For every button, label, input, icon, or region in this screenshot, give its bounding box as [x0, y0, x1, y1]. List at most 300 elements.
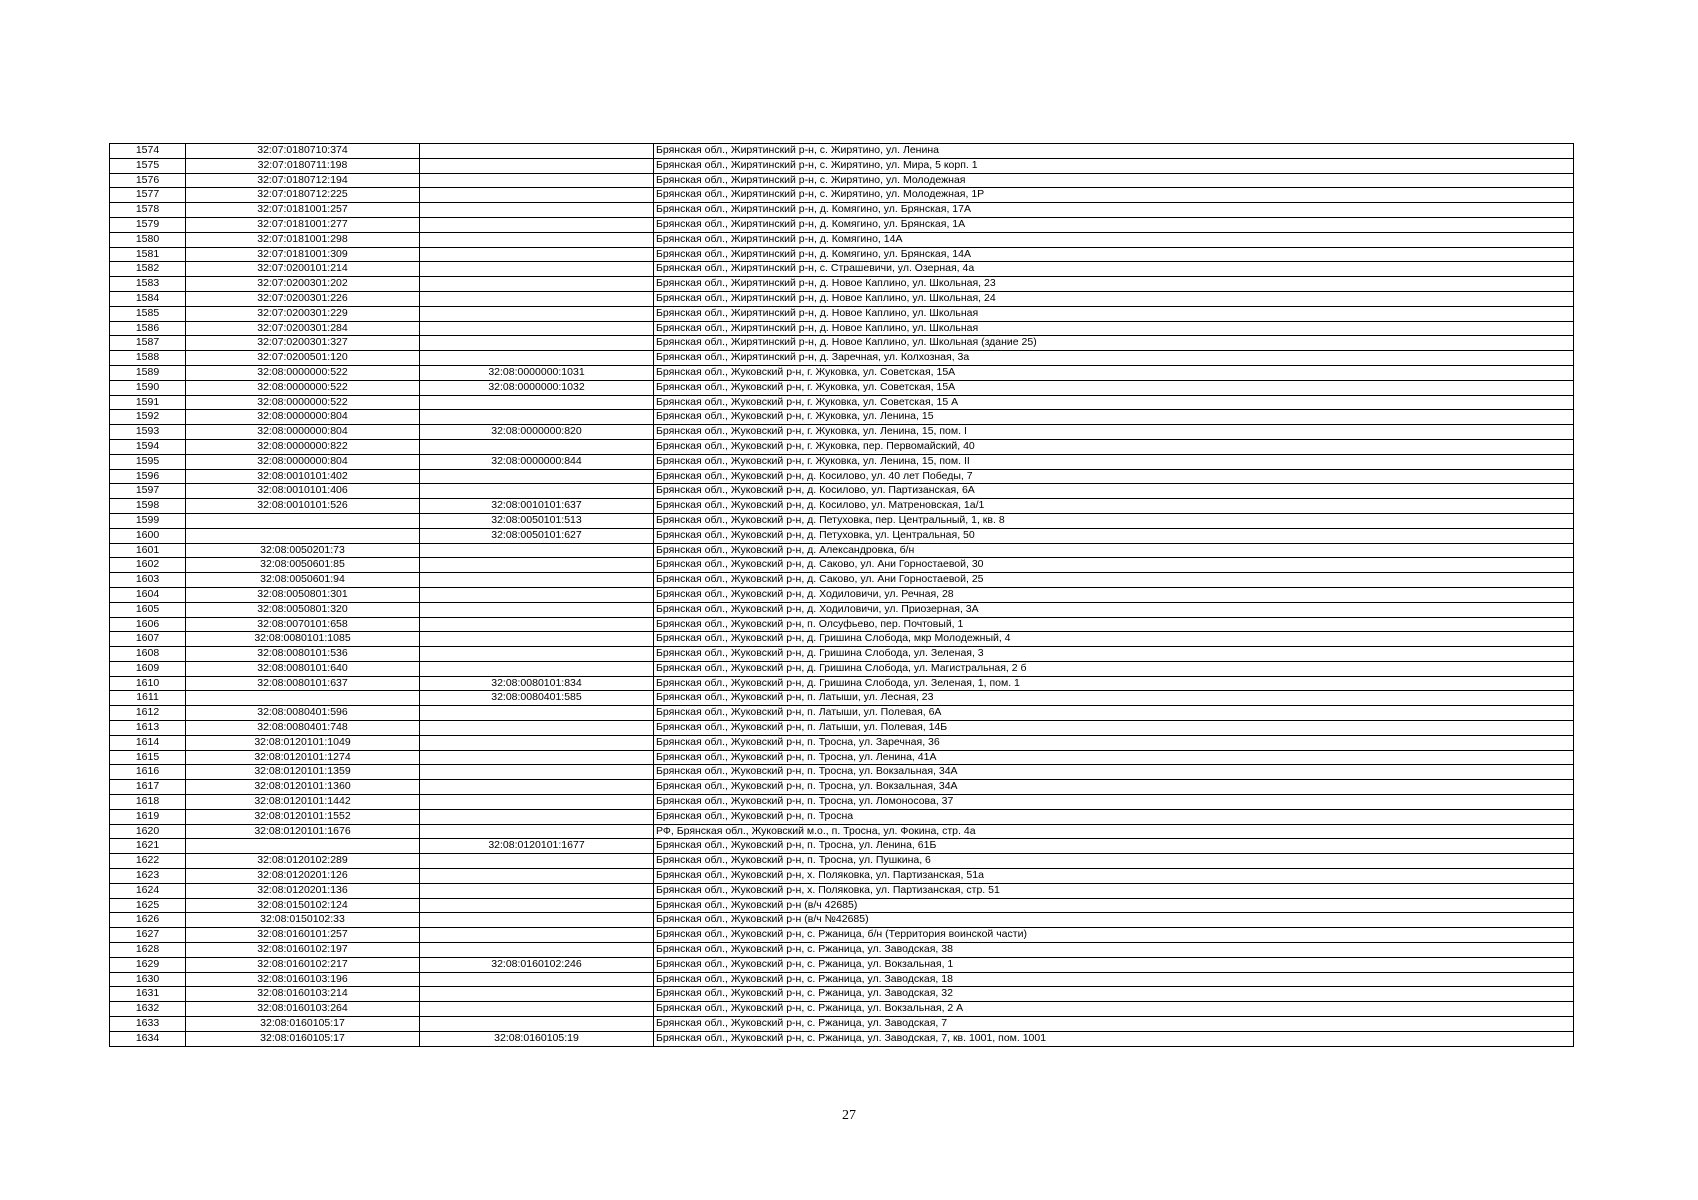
address-cell: Брянская обл., Жуковский р-н, п. Тросна, ул. Пушкина, 6: [654, 854, 1574, 869]
cadastral-number-cell: 32:07:0181001:277: [186, 217, 420, 232]
cadastral-number-cell: 32:08:0120101:1359: [186, 765, 420, 780]
table-row: [110, 277, 1574, 292]
linked-cadastral-number-cell: [420, 824, 654, 839]
cadastral-number-cell: 32:08:0120102:289: [186, 854, 420, 869]
table-row: [110, 898, 1574, 913]
linked-cadastral-number-cell: [420, 158, 654, 173]
linked-cadastral-number-cell: [420, 573, 654, 588]
row-number-cell: 1613: [110, 721, 186, 736]
linked-cadastral-number-cell: [420, 395, 654, 410]
cadastral-number-cell: 32:08:0080401:596: [186, 706, 420, 721]
row-number-cell: 1596: [110, 469, 186, 484]
address-cell: Брянская обл., Жуковский р-н, п. Латыши, ул. Полевая, 6А: [654, 706, 1574, 721]
table-row: [110, 913, 1574, 928]
row-number-cell: 1589: [110, 365, 186, 380]
address-cell: Брянская обл., Жуковский р-н, х. Поляковка, ул. Партизанская, стр. 51: [654, 883, 1574, 898]
row-number-cell: 1629: [110, 957, 186, 972]
row-number-cell: 1591: [110, 395, 186, 410]
row-number-cell: 1582: [110, 262, 186, 277]
address-cell: Брянская обл., Жуковский р-н, п. Тросна, ул. Ломоносова, 37: [654, 795, 1574, 810]
address-cell: Брянская обл., Жуковский р-н, г. Жуковка, ул. Ленина, 15, пом. II: [654, 454, 1574, 469]
address-cell: Брянская обл., Жирятинский р-н, с. Страшевичи, ул. Озерная, 4а: [654, 262, 1574, 277]
table-row: [110, 188, 1574, 203]
linked-cadastral-number-cell: [420, 795, 654, 810]
cadastral-number-cell: 32:07:0180712:194: [186, 173, 420, 188]
property-table-body: [110, 144, 1574, 1047]
table-row: [110, 854, 1574, 869]
address-cell: Брянская обл., Жирятинский р-н, д. Комягино, ул. Брянская, 1А: [654, 217, 1574, 232]
cadastral-number-cell: 32:08:0160102:217: [186, 957, 420, 972]
row-number-cell: 1617: [110, 780, 186, 795]
row-number-cell: 1587: [110, 336, 186, 351]
cadastral-number-cell: 32:08:0010101:406: [186, 484, 420, 499]
linked-cadastral-number-cell: [420, 321, 654, 336]
table-row: [110, 203, 1574, 218]
address-cell: Брянская обл., Жуковский р-н (в/ч №42685): [654, 913, 1574, 928]
table-row: [110, 484, 1574, 499]
table-row: [110, 676, 1574, 691]
row-number-cell: 1611: [110, 691, 186, 706]
cadastral-number-cell: 32:08:0160105:17: [186, 1017, 420, 1032]
table-row: [110, 691, 1574, 706]
cadastral-number-cell: 32:08:0120101:1360: [186, 780, 420, 795]
cadastral-number-cell: 32:08:0120101:1676: [186, 824, 420, 839]
cadastral-number-cell: 32:08:0160103:214: [186, 987, 420, 1002]
cadastral-number-cell: [186, 528, 420, 543]
address-cell: Брянская обл., Жуковский р-н, д. Косилово, ул. Партизанская, 6А: [654, 484, 1574, 499]
cadastral-number-cell: 32:08:0160105:17: [186, 1031, 420, 1046]
cadastral-number-cell: 32:08:0010101:402: [186, 469, 420, 484]
table-row: [110, 380, 1574, 395]
address-cell: Брянская обл., Жуковский р-н, д. Гришина Слобода, ул. Магистральная, 2 б: [654, 661, 1574, 676]
address-cell: Брянская обл., Жирятинский р-н, д. Комягино, 14А: [654, 232, 1574, 247]
table-row: [110, 217, 1574, 232]
cadastral-number-cell: 32:08:0160101:257: [186, 928, 420, 943]
cadastral-number-cell: 32:07:0200301:229: [186, 306, 420, 321]
cadastral-number-cell: 32:08:0050801:301: [186, 587, 420, 602]
cadastral-number-cell: 32:08:0050601:94: [186, 573, 420, 588]
row-number-cell: 1609: [110, 661, 186, 676]
table-row: [110, 647, 1574, 662]
address-cell: Брянская обл., Жуковский р-н, с. Ржаница, ул. Заводская, 32: [654, 987, 1574, 1002]
linked-cadastral-number-cell: [420, 262, 654, 277]
row-number-cell: 1581: [110, 247, 186, 262]
row-number-cell: 1621: [110, 839, 186, 854]
table-row: [110, 883, 1574, 898]
row-number-cell: 1603: [110, 573, 186, 588]
row-number-cell: 1606: [110, 617, 186, 632]
table-row: [110, 291, 1574, 306]
cadastral-number-cell: 32:07:0181001:257: [186, 203, 420, 218]
table-row: [110, 247, 1574, 262]
row-number-cell: 1577: [110, 188, 186, 203]
cadastral-number-cell: 32:08:0120101:1442: [186, 795, 420, 810]
row-number-cell: 1626: [110, 913, 186, 928]
table-row: [110, 987, 1574, 1002]
row-number-cell: 1600: [110, 528, 186, 543]
linked-cadastral-number-cell: [420, 173, 654, 188]
linked-cadastral-number-cell: [420, 277, 654, 292]
cadastral-number-cell: 32:08:0080401:748: [186, 721, 420, 736]
linked-cadastral-number-cell: [420, 780, 654, 795]
row-number-cell: 1595: [110, 454, 186, 469]
linked-cadastral-number-cell: 32:08:0160105:19: [420, 1031, 654, 1046]
cadastral-number-cell: 32:08:0000000:522: [186, 380, 420, 395]
table-row: [110, 824, 1574, 839]
address-cell: Брянская обл., Жирятинский р-н, д. Новое Каплино, ул. Школьная (здание 25): [654, 336, 1574, 351]
address-cell: Брянская обл., Жуковский р-н, д. Косилово, ул. 40 лет Победы, 7: [654, 469, 1574, 484]
address-cell: Брянская обл., Жуковский р-н, г. Жуковка, ул. Ленина, 15: [654, 410, 1574, 425]
table-row: [110, 795, 1574, 810]
table-row: [110, 321, 1574, 336]
table-row: [110, 839, 1574, 854]
linked-cadastral-number-cell: [420, 1002, 654, 1017]
cadastral-number-cell: 32:08:0000000:522: [186, 365, 420, 380]
row-number-cell: 1616: [110, 765, 186, 780]
address-cell: Брянская обл., Жуковский р-н, п. Латыши, ул. Лесная, 23: [654, 691, 1574, 706]
cadastral-number-cell: 32:08:0080101:637: [186, 676, 420, 691]
cadastral-number-cell: 32:07:0180711:198: [186, 158, 420, 173]
address-cell: Брянская обл., Жирятинский р-н, д. Комягино, ул. Брянская, 17А: [654, 203, 1574, 218]
table-row: [110, 336, 1574, 351]
address-cell: Брянская обл., Жуковский р-н, д. Петуховка, ул. Центральная, 50: [654, 528, 1574, 543]
address-cell: Брянская обл., Жуковский р-н, с. Ржаница, ул. Заводская, 38: [654, 943, 1574, 958]
row-number-cell: 1590: [110, 380, 186, 395]
cadastral-number-cell: 32:08:0000000:804: [186, 454, 420, 469]
linked-cadastral-number-cell: [420, 913, 654, 928]
address-cell: Брянская обл., Жуковский р-н, с. Ржаница, б/н (Территория воинской части): [654, 928, 1574, 943]
row-number-cell: 1631: [110, 987, 186, 1002]
address-cell: Брянская обл., Жуковский р-н, г. Жуковка, ул. Советская, 15А: [654, 380, 1574, 395]
table-row: [110, 232, 1574, 247]
table-row: [110, 780, 1574, 795]
cadastral-number-cell: 32:07:0181001:298: [186, 232, 420, 247]
address-cell: Брянская обл., Жуковский р-н, п. Тросна: [654, 809, 1574, 824]
row-number-cell: 1604: [110, 587, 186, 602]
linked-cadastral-number-cell: [420, 721, 654, 736]
cadastral-number-cell: 32:07:0180712:225: [186, 188, 420, 203]
cadastral-number-cell: 32:08:0050201:73: [186, 543, 420, 558]
linked-cadastral-number-cell: [420, 928, 654, 943]
linked-cadastral-number-cell: [420, 943, 654, 958]
cadastral-number-cell: 32:08:0160102:197: [186, 943, 420, 958]
linked-cadastral-number-cell: 32:08:0010101:637: [420, 499, 654, 514]
address-cell: Брянская обл., Жирятинский р-н, д. Новое Каплино, ул. Школьная: [654, 321, 1574, 336]
table-row: [110, 410, 1574, 425]
linked-cadastral-number-cell: [420, 558, 654, 573]
address-cell: Брянская обл., Жуковский р-н, п. Тросна, ул. Ленина, 61Б: [654, 839, 1574, 854]
cadastral-number-cell: 32:08:0160103:264: [186, 1002, 420, 1017]
row-number-cell: 1624: [110, 883, 186, 898]
table-row: [110, 721, 1574, 736]
row-number-cell: 1576: [110, 173, 186, 188]
linked-cadastral-number-cell: 32:08:0050101:627: [420, 528, 654, 543]
cadastral-number-cell: 32:08:0080101:1085: [186, 632, 420, 647]
address-cell: Брянская обл., Жирятинский р-н, с. Жирятино, ул. Ленина: [654, 144, 1574, 159]
linked-cadastral-number-cell: [420, 247, 654, 262]
linked-cadastral-number-cell: [420, 1017, 654, 1032]
table-row: [110, 1002, 1574, 1017]
table-row: [110, 543, 1574, 558]
cadastral-number-cell: 32:08:0070101:658: [186, 617, 420, 632]
cadastral-number-cell: [186, 691, 420, 706]
table-row: [110, 602, 1574, 617]
linked-cadastral-number-cell: [420, 750, 654, 765]
table-row: [110, 499, 1574, 514]
table-row: [110, 395, 1574, 410]
address-cell: Брянская обл., Жуковский р-н, с. Ржаница, ул. Вокзальная, 1: [654, 957, 1574, 972]
table-row: [110, 750, 1574, 765]
table-row: [110, 158, 1574, 173]
cadastral-number-cell: 32:07:0200301:284: [186, 321, 420, 336]
row-number-cell: 1630: [110, 972, 186, 987]
address-cell: Брянская обл., Жирятинский р-н, д. Новое Каплино, ул. Школьная, 24: [654, 291, 1574, 306]
linked-cadastral-number-cell: [420, 217, 654, 232]
table-row: [110, 1017, 1574, 1032]
table-row: [110, 661, 1574, 676]
address-cell: Брянская обл., Жуковский р-н, д. Саково, ул. Ани Горностаевой, 25: [654, 573, 1574, 588]
address-cell: Брянская обл., Жуковский р-н, с. Ржаница, ул. Заводская, 7: [654, 1017, 1574, 1032]
table-row: [110, 765, 1574, 780]
row-number-cell: 1614: [110, 735, 186, 750]
address-cell: Брянская обл., Жуковский р-н, д. Ходиловичи, ул. Речная, 28: [654, 587, 1574, 602]
cadastral-number-cell: 32:08:0080101:640: [186, 661, 420, 676]
linked-cadastral-number-cell: [420, 306, 654, 321]
table-row: [110, 306, 1574, 321]
row-number-cell: 1632: [110, 1002, 186, 1017]
row-number-cell: 1605: [110, 602, 186, 617]
linked-cadastral-number-cell: 32:08:0000000:844: [420, 454, 654, 469]
linked-cadastral-number-cell: [420, 647, 654, 662]
linked-cadastral-number-cell: [420, 765, 654, 780]
table-row: [110, 706, 1574, 721]
linked-cadastral-number-cell: 32:08:0120101:1677: [420, 839, 654, 854]
cadastral-number-cell: 32:07:0200301:202: [186, 277, 420, 292]
cadastral-number-cell: 32:08:0120101:1552: [186, 809, 420, 824]
row-number-cell: 1578: [110, 203, 186, 218]
row-number-cell: 1592: [110, 410, 186, 425]
table-row: [110, 469, 1574, 484]
row-number-cell: 1594: [110, 439, 186, 454]
linked-cadastral-number-cell: 32:08:0000000:1032: [420, 380, 654, 395]
row-number-cell: 1586: [110, 321, 186, 336]
row-number-cell: 1579: [110, 217, 186, 232]
cadastral-number-cell: 32:08:0150102:124: [186, 898, 420, 913]
address-cell: Брянская обл., Жуковский р-н, г. Жуковка, ул. Советская, 15 А: [654, 395, 1574, 410]
cadastral-number-cell: [186, 839, 420, 854]
address-cell: Брянская обл., Жуковский р-н, д. Гришина Слобода, ул. Зеленая, 3: [654, 647, 1574, 662]
row-number-cell: 1615: [110, 750, 186, 765]
row-number-cell: 1602: [110, 558, 186, 573]
table-row: [110, 144, 1574, 159]
cadastral-number-cell: 32:08:0000000:804: [186, 425, 420, 440]
row-number-cell: 1620: [110, 824, 186, 839]
linked-cadastral-number-cell: [420, 351, 654, 366]
address-cell: Брянская обл., Жирятинский р-н, д. Заречная, ул. Колхозная, 3а: [654, 351, 1574, 366]
row-number-cell: 1583: [110, 277, 186, 292]
linked-cadastral-number-cell: [420, 484, 654, 499]
cadastral-number-cell: 32:07:0200501:120: [186, 351, 420, 366]
table-row: [110, 439, 1574, 454]
linked-cadastral-number-cell: [420, 203, 654, 218]
row-number-cell: 1584: [110, 291, 186, 306]
cadastral-number-cell: 32:07:0200101:214: [186, 262, 420, 277]
linked-cadastral-number-cell: 32:08:0080101:834: [420, 676, 654, 691]
row-number-cell: 1593: [110, 425, 186, 440]
address-cell: Брянская обл., Жирятинский р-н, д. Новое Каплино, ул. Школьная, 23: [654, 277, 1574, 292]
address-cell: Брянская обл., Жуковский р-н, д. Петуховка, пер. Центральный, 1, кв. 8: [654, 513, 1574, 528]
linked-cadastral-number-cell: [420, 291, 654, 306]
linked-cadastral-number-cell: [420, 869, 654, 884]
linked-cadastral-number-cell: [420, 972, 654, 987]
row-number-cell: 1628: [110, 943, 186, 958]
table-row: [110, 943, 1574, 958]
address-cell: Брянская обл., Жуковский р-н (в/ч 42685): [654, 898, 1574, 913]
linked-cadastral-number-cell: 32:08:0080401:585: [420, 691, 654, 706]
address-cell: Брянская обл., Жуковский р-н, п. Тросна, ул. Вокзальная, 34А: [654, 765, 1574, 780]
cadastral-number-cell: 32:08:0120101:1274: [186, 750, 420, 765]
row-number-cell: 1597: [110, 484, 186, 499]
table-row: [110, 528, 1574, 543]
address-cell: Брянская обл., Жуковский р-н, д. Ходиловичи, ул. Приозерная, 3А: [654, 602, 1574, 617]
cadastral-number-cell: 32:08:0150102:33: [186, 913, 420, 928]
table-row: [110, 351, 1574, 366]
row-number-cell: 1608: [110, 647, 186, 662]
address-cell: Брянская обл., Жуковский р-н, д. Гришина Слобода, ул. Зеленая, 1, пом. 1: [654, 676, 1574, 691]
table-row: [110, 425, 1574, 440]
row-number-cell: 1599: [110, 513, 186, 528]
address-cell: Брянская обл., Жуковский р-н, г. Жуковка, ул. Советская, 15А: [654, 365, 1574, 380]
linked-cadastral-number-cell: [420, 883, 654, 898]
linked-cadastral-number-cell: [420, 898, 654, 913]
table-row: [110, 735, 1574, 750]
page-number: 27: [842, 1108, 856, 1123]
row-number-cell: 1601: [110, 543, 186, 558]
row-number-cell: 1623: [110, 869, 186, 884]
linked-cadastral-number-cell: [420, 602, 654, 617]
row-number-cell: 1634: [110, 1031, 186, 1046]
table-row: [110, 1031, 1574, 1046]
linked-cadastral-number-cell: [420, 617, 654, 632]
row-number-cell: 1633: [110, 1017, 186, 1032]
address-cell: Брянская обл., Жуковский р-н, п. Олсуфьево, пер. Почтовый, 1: [654, 617, 1574, 632]
address-cell: РФ, Брянская обл., Жуковский м.о., п. Тросна, ул. Фокина, стр. 4а: [654, 824, 1574, 839]
address-cell: Брянская обл., Жуковский р-н, д. Косилово, ул. Матреновская, 1а/1: [654, 499, 1574, 514]
address-cell: Брянская обл., Жирятинский р-н, д. Комягино, ул. Брянская, 14А: [654, 247, 1574, 262]
linked-cadastral-number-cell: [420, 543, 654, 558]
cadastral-number-cell: 32:08:0050601:85: [186, 558, 420, 573]
cadastral-number-cell: 32:08:0010101:526: [186, 499, 420, 514]
cadastral-number-cell: 32:07:0181001:309: [186, 247, 420, 262]
cadastral-number-cell: 32:08:0080101:536: [186, 647, 420, 662]
linked-cadastral-number-cell: [420, 987, 654, 1002]
linked-cadastral-number-cell: 32:08:0000000:1031: [420, 365, 654, 380]
row-number-cell: 1612: [110, 706, 186, 721]
cadastral-number-cell: [186, 513, 420, 528]
cadastral-number-cell: 32:08:0000000:822: [186, 439, 420, 454]
cadastral-number-cell: 32:08:0120201:136: [186, 883, 420, 898]
row-number-cell: 1588: [110, 351, 186, 366]
address-cell: Брянская обл., Жуковский р-н, п. Тросна, ул. Ленина, 41А: [654, 750, 1574, 765]
row-number-cell: 1619: [110, 809, 186, 824]
linked-cadastral-number-cell: [420, 439, 654, 454]
address-cell: Брянская обл., Жуковский р-н, х. Поляковка, ул. Партизанская, 51а: [654, 869, 1574, 884]
cadastral-number-cell: 32:07:0180710:374: [186, 144, 420, 159]
table-row: [110, 617, 1574, 632]
linked-cadastral-number-cell: [420, 706, 654, 721]
table-row: [110, 573, 1574, 588]
linked-cadastral-number-cell: [420, 661, 654, 676]
address-cell: Брянская обл., Жуковский р-н, г. Жуковка, пер. Первомайский, 40: [654, 439, 1574, 454]
row-number-cell: 1622: [110, 854, 186, 869]
linked-cadastral-number-cell: [420, 469, 654, 484]
table-row: [110, 972, 1574, 987]
cadastral-number-cell: 32:08:0120101:1049: [186, 735, 420, 750]
linked-cadastral-number-cell: [420, 410, 654, 425]
linked-cadastral-number-cell: [420, 854, 654, 869]
row-number-cell: 1598: [110, 499, 186, 514]
table-row: [110, 262, 1574, 277]
address-cell: Брянская обл., Жуковский р-н, п. Тросна, ул. Заречная, 36: [654, 735, 1574, 750]
linked-cadastral-number-cell: 32:08:0160102:246: [420, 957, 654, 972]
table-row: [110, 809, 1574, 824]
address-cell: Брянская обл., Жирятинский р-н, с. Жирятино, ул. Мира, 5 корп. 1: [654, 158, 1574, 173]
table-row: [110, 957, 1574, 972]
linked-cadastral-number-cell: [420, 735, 654, 750]
table-row: [110, 365, 1574, 380]
address-cell: Брянская обл., Жуковский р-н, д. Саково, ул. Ани Горностаевой, 30: [654, 558, 1574, 573]
linked-cadastral-number-cell: [420, 632, 654, 647]
table-row: [110, 513, 1574, 528]
row-number-cell: 1618: [110, 795, 186, 810]
table-row: [110, 173, 1574, 188]
cadastral-number-cell: 32:08:0000000:804: [186, 410, 420, 425]
property-table: [109, 143, 1574, 1047]
address-cell: Брянская обл., Жирятинский р-н, с. Жирятино, ул. Молодежная: [654, 173, 1574, 188]
address-cell: Брянская обл., Жуковский р-н, с. Ржаница, ул. Заводская, 18: [654, 972, 1574, 987]
linked-cadastral-number-cell: [420, 188, 654, 203]
row-number-cell: 1575: [110, 158, 186, 173]
table-row: [110, 632, 1574, 647]
row-number-cell: 1607: [110, 632, 186, 647]
row-number-cell: 1625: [110, 898, 186, 913]
address-cell: Брянская обл., Жуковский р-н, п. Латыши, ул. Полевая, 14Б: [654, 721, 1574, 736]
row-number-cell: 1580: [110, 232, 186, 247]
linked-cadastral-number-cell: [420, 809, 654, 824]
cadastral-number-cell: 32:07:0200301:226: [186, 291, 420, 306]
address-cell: Брянская обл., Жуковский р-н, г. Жуковка, ул. Ленина, 15, пом. I: [654, 425, 1574, 440]
linked-cadastral-number-cell: [420, 232, 654, 247]
table-row: [110, 869, 1574, 884]
table-row: [110, 587, 1574, 602]
linked-cadastral-number-cell: [420, 587, 654, 602]
address-cell: Брянская обл., Жирятинский р-н, с. Жирятино, ул. Молодежная, 1Р: [654, 188, 1574, 203]
cadastral-number-cell: 32:07:0200301:327: [186, 336, 420, 351]
table-row: [110, 928, 1574, 943]
address-cell: Брянская обл., Жуковский р-н, с. Ржаница, ул. Заводская, 7, кв. 1001, пом. 1001: [654, 1031, 1574, 1046]
linked-cadastral-number-cell: [420, 336, 654, 351]
row-number-cell: 1574: [110, 144, 186, 159]
row-number-cell: 1610: [110, 676, 186, 691]
address-cell: Брянская обл., Жуковский р-н, д. Александровка, б/н: [654, 543, 1574, 558]
cadastral-number-cell: 32:08:0050801:320: [186, 602, 420, 617]
cadastral-number-cell: 32:08:0000000:522: [186, 395, 420, 410]
linked-cadastral-number-cell: [420, 144, 654, 159]
table-row: [110, 558, 1574, 573]
cadastral-number-cell: 32:08:0160103:196: [186, 972, 420, 987]
table-row: [110, 454, 1574, 469]
row-number-cell: 1627: [110, 928, 186, 943]
